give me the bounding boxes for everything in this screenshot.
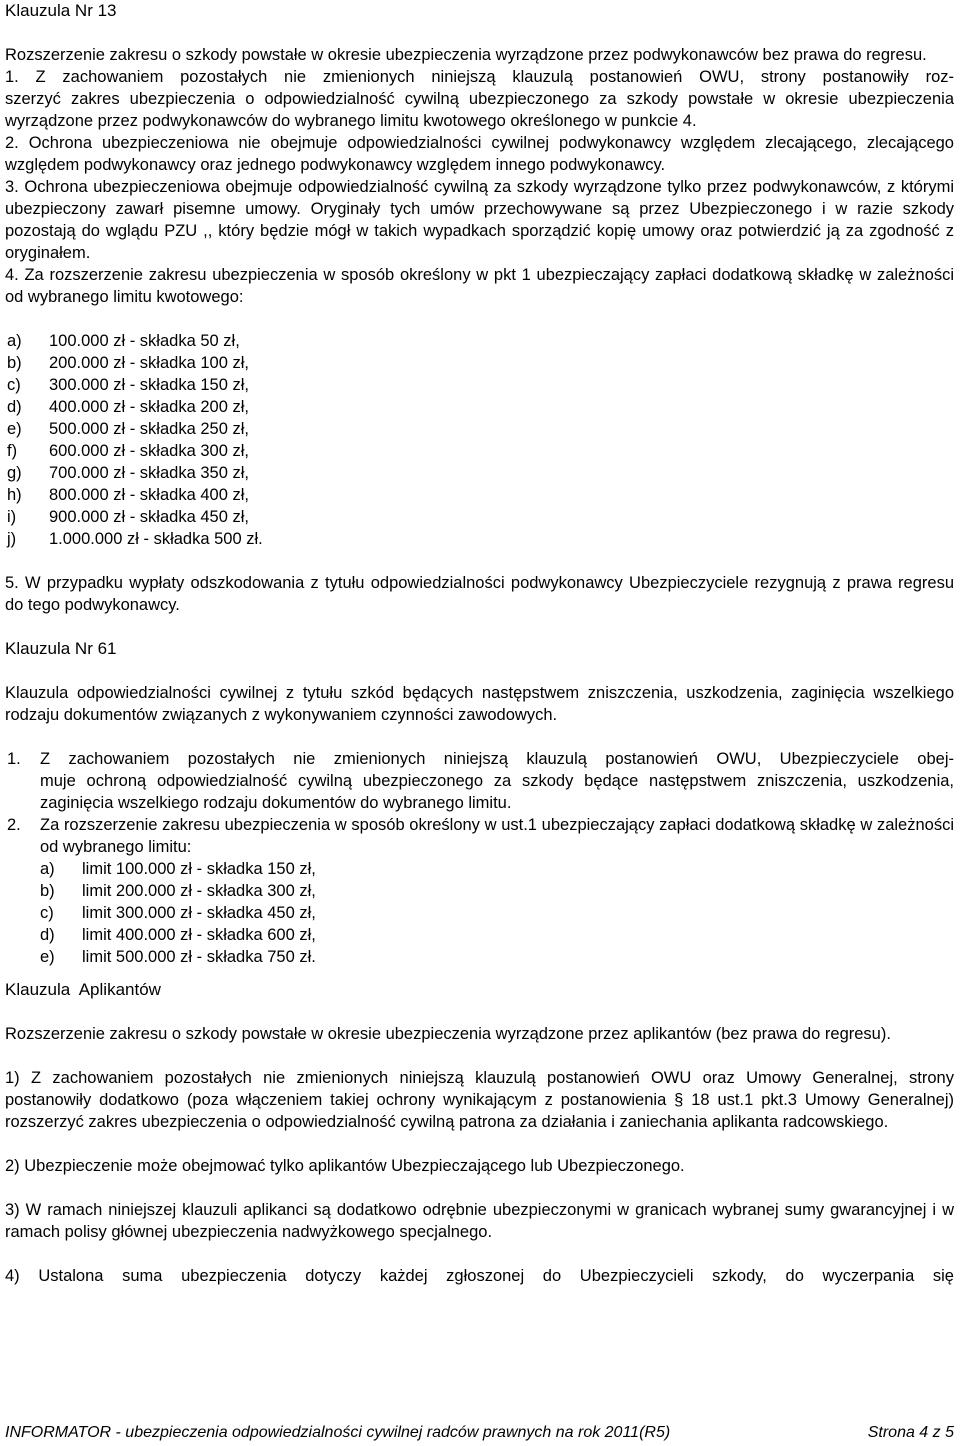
document-page xyxy=(5,0,954,1287)
clause-aplikantow-point-2: 2) Ubezpieczenie może obejmować tylko aplikantów Ubezpieczającego lub Ubezpieczonego. xyxy=(5,1157,685,1175)
list-item: i) 900.000 zł - składka 450 zł, xyxy=(7,508,249,526)
clause-13-point-4: 4. Za rozszerzenie zakresu ubezpieczenia w sposób określony w pkt 1 ubezpieczający zapłaci dodatkową składkę w zależności od wybranego limitu kwotowego: xyxy=(5,266,954,306)
list-item: d) 400.000 zł - składka 200 zł, xyxy=(7,398,249,416)
clause-61-limit-list xyxy=(40,858,954,968)
clause-61-title: Klauzula Nr 61 xyxy=(5,639,117,658)
clause-61-intro: Klauzula odpowiedzialności cywilnej z tytułu szkód będących następstwem zniszczenia, uszkodzenia, zaginięcia wszelkiego rodzaju dokumentów związanych z wykonywaniem czynności zawodowych. xyxy=(5,684,954,724)
clause-13-point-1-line1: 1. Z zachowaniem pozostałych nie zmienionych niniejszą klauzulą postanowień OWU, strony postanowiły roz- xyxy=(5,68,954,86)
list-item: d) limit 400.000 zł - składka 600 zł, xyxy=(40,926,316,944)
list-item: g) 700.000 zł - składka 350 zł, xyxy=(7,464,249,482)
clause-aplikantow-point-4: 4) Ustalona suma ubezpieczenia dotyczy każdej zgłoszonej do Ubezpieczycieli szkody, do wyczerpania się xyxy=(5,1267,954,1285)
list-item: a) 100.000 zł - składka 50 zł, xyxy=(7,332,240,350)
clause-aplikantow-title: Klauzula Aplikantów xyxy=(5,980,161,999)
clause-13-intro: Rozszerzenie zakresu o szkody powstałe w okresie ubezpieczenia wyrządzone przez podwykonawców bez prawa do regresu. xyxy=(5,46,927,64)
clause-61-item-1: 1. Z zachowaniem pozostałych nie zmienionych niniejszą klauzulą postanowień OWU, Ubezpieczyciele obej- muje ochroną odpowiedzialność cywilną ubezpieczonego za szkody będące następstwem zniszczenia, uszkodzenia, zaginięcia wszelkiego rodzaju dokumentów do wybranego limitu. xyxy=(7,750,954,812)
page-footer xyxy=(5,1422,954,1444)
clause-13-title: Klauzula Nr 13 xyxy=(5,1,117,20)
list-item: e) 500.000 zł - składka 250 zł, xyxy=(7,420,249,438)
clause-13-point-3: 3. Ochrona ubezpieczeniowa obejmuje odpowiedzialność cywilną za szkody wyrządzone tylko przez podwykonawców, z którymi ubezpieczony zawarł pisemne umowy. Oryginały tych umów przechowywane są przez Ubezpieczonego i w razie szkody pozostają do wglądu PZU ,, który będzie mógł w takich wypadkach sporządzić kopię umowy oraz potwierdzić ją za zgodność z oryginałem. xyxy=(5,178,954,262)
clause-aplikantow-point-3: 3) W ramach niniejszej klauzuli aplikanci są dodatkowo odrębnie ubezpieczonymi w granicach wybranej sumy gwarancyjnej i w ramach polisy głównej ubezpieczenia nadwyżkowego specjalnego. xyxy=(5,1201,954,1241)
list-item: a) limit 100.000 zł - składka 150 zł, xyxy=(40,860,316,878)
list-item: b) 200.000 zł - składka 100 zł, xyxy=(7,354,249,372)
clause-13-point-1: szerzyć zakres ubezpieczenia o odpowiedzialność cywilną ubezpieczonego za szkody powstałe w okresie ubezpieczenia wyrządzone przez podwykonawców do wybranego limitu kwotowego określonego w punkcie 4. xyxy=(5,90,954,130)
list-item: f) 600.000 zł - składka 300 zł, xyxy=(7,442,249,460)
clause-13-point-2: 2. Ochrona ubezpieczeniowa nie obejmuje odpowiedzialności cywilnej podwykonawcy względem zlecającego, zlecającego względem podwykonawcy oraz jednego podwykonawcy względem innego podwykonawcy. xyxy=(5,134,954,174)
clause-61-item-2: 2. Za rozszerzenie zakresu ubezpieczenia w sposób określony w ust.1 ubezpieczający zapłaci dodatkową składkę w zależności od wybranego limitu: a) limit 100.000 zł - składka 150 zł, b) limit 200.000 zł - składka 300 zł, c) limit 300.000 zł - składka 450 zł, d) limit 400.000 zł - składka 600 zł, e) limit 500.000 zł - składka 750 zł. xyxy=(7,816,954,966)
clause-aplikantow-intro: Rozszerzenie zakresu o szkody powstałe w okresie ubezpieczenia wyrządzone przez aplikantów (bez prawa do regresu). xyxy=(5,1025,891,1043)
clause-61-item-1-line1: Z zachowaniem pozostałych nie zmienionych niniejszą klauzulą postanowień OWU, Ubezpieczyciele obej- xyxy=(40,750,954,768)
list-item: b) limit 200.000 zł - składka 300 zł, xyxy=(40,882,316,900)
clause-13-point-5: 5. W przypadku wypłaty odszkodowania z tytułu odpowiedzialności podwykonawcy Ubezpieczyciele rezygnują z prawa regresu do tego podwykonawcy. xyxy=(5,574,954,614)
clause-61-item-1-text: muje ochroną odpowiedzialność cywilną ubezpieczonego za szkody będące następstwem zniszczenia, uszkodzenia, zaginięcia wszelkiego rodzaju dokumentów do wybranego limitu. xyxy=(40,772,954,812)
list-item: e) limit 500.000 zł - składka 750 zł. xyxy=(40,948,316,966)
clause-13-limit-list xyxy=(5,330,954,550)
list-item: h) 800.000 zł - składka 400 zł, xyxy=(7,486,249,504)
clause-aplikantow-point-1: 1) Z zachowaniem pozostałych nie zmienionych niniejszą klauzulą postanowień OWU oraz Umowy Generalnej, strony postanowiły dodatkowo (poza włączeniem takiej ochrony wynikającym z postanowienia § 18 ust.1 pkt.3 Umowy Generalnej) rozszerzyć zakres ubezpieczenia o odpowiedzialność cywilną patrona za działania i zaniechania aplikanta radcowskiego. xyxy=(5,1069,954,1131)
list-item: j) 1.000.000 zł - składka 500 zł. xyxy=(7,530,263,548)
footer-title: INFORMATOR - ubezpieczenia odpowiedzialności cywilnej radców prawnych na rok 2011(R5) xyxy=(5,1424,671,1441)
list-item: c) limit 300.000 zł - składka 450 zł, xyxy=(40,904,316,922)
clause-61-item-2-text: Za rozszerzenie zakresu ubezpieczenia w sposób określony w ust.1 ubezpieczający zapłaci dodatkową składkę w zależności od wybranego limitu: xyxy=(40,816,954,856)
list-item: c) 300.000 zł - składka 150 zł, xyxy=(7,376,249,394)
page-number: Strona 4 z 5 xyxy=(867,1424,954,1441)
